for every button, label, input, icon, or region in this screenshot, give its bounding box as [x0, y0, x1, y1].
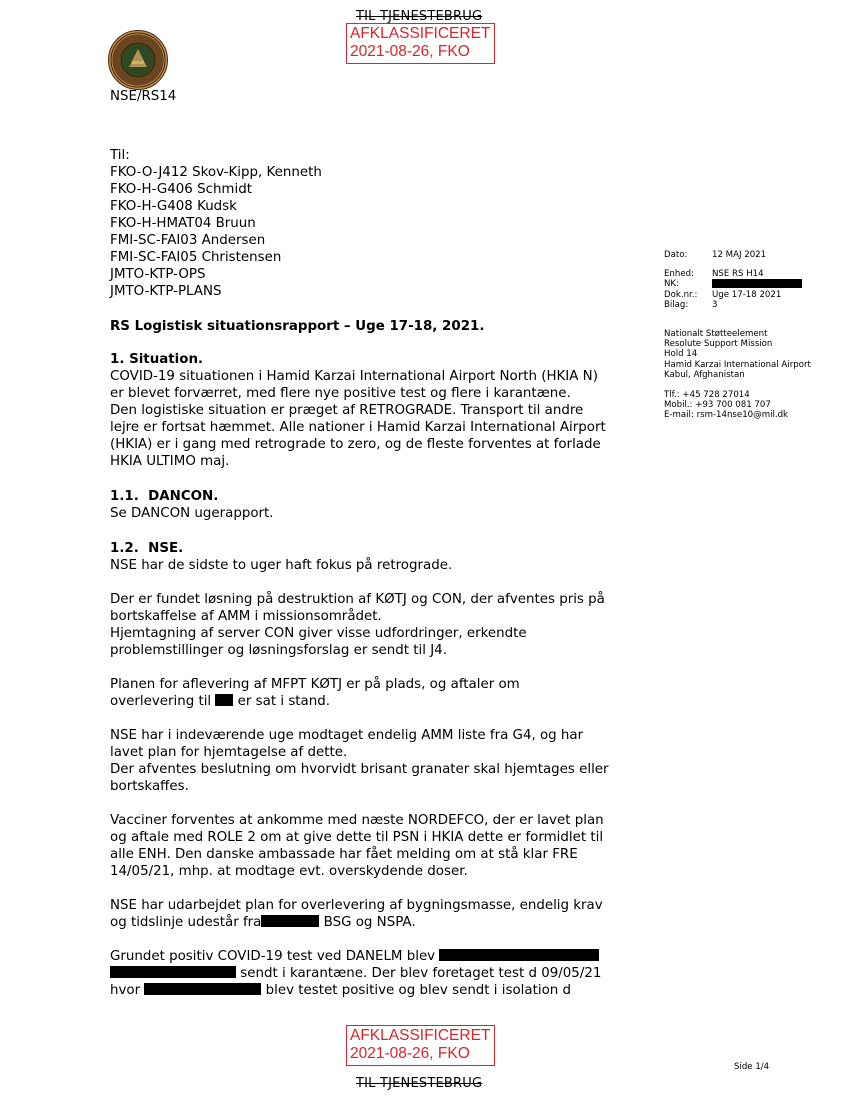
- recipient: FKO-H-G406 Schmidt: [110, 182, 252, 197]
- classification-top: TIL TJENESTEBRUG: [356, 9, 483, 24]
- address-line: Hold 14: [664, 349, 698, 360]
- address-line: Kabul, Afghanistan: [664, 369, 745, 380]
- attachments-value: 3: [712, 299, 718, 310]
- mobile: Mobil.: +93 700 081 707: [664, 400, 771, 411]
- section-heading: 1. Situation.: [110, 352, 204, 367]
- text-fragment: hvor: [110, 983, 145, 998]
- declassified-stamp-bottom: [346, 1025, 495, 1066]
- paragraph-line: Vacciner forventes at ankomme med næste NORDEFCO, der er lavet plan: [110, 813, 604, 828]
- paragraph-line: er blevet forværret, med flere nye positive test og flere i karantæne.: [110, 386, 571, 401]
- paragraph-line: [110, 965, 609, 982]
- recipient: FKO-H-G408 Kudsk: [110, 199, 237, 214]
- address-line: Hamid Karzai International Airport: [664, 359, 811, 370]
- docnr-value: Uge 17-18 2021: [712, 289, 782, 300]
- paragraph-line: Der er fundet løsning på destruktion af KØTJ og CON, der afventes pris på: [110, 592, 605, 607]
- paragraph-line: alle ENH. Den danske ambassade har fået melding om at stå klar FRE: [110, 847, 578, 862]
- nk-label: NK:: [664, 279, 679, 290]
- section-dancon: [110, 488, 274, 522]
- recipient: JMTO-KTP-OPS: [110, 267, 206, 282]
- text-fragment: BSG og NSPA.: [319, 915, 416, 930]
- section-situation: [110, 351, 606, 470]
- report-title: RS Logistisk situationsrapport – Uge 17-18, 2021.: [110, 319, 485, 334]
- paragraph-line: Se DANCON ugerapport.: [110, 506, 274, 521]
- paragraph-line: [110, 948, 609, 965]
- paragraph-line: bortskaffelse af AMM i missionsområdet.: [110, 609, 382, 624]
- text-fragment: sendt i karantæne. Der blev foretaget test d 09/05/21: [236, 966, 602, 981]
- paragraph-line: Hjemtagning af server CON giver visse udfordringer, erkendte: [110, 626, 527, 641]
- section-nse: [110, 540, 609, 999]
- paragraph-line: lavet plan for hjemtagelse af dette.: [110, 745, 348, 760]
- paragraph-line: 14/05/21, mhp. at modtage evt. overskydende doser.: [110, 864, 468, 879]
- recipient: FKO-O-J412 Skov-Kipp, Kenneth: [110, 165, 322, 180]
- address-line: Resolute Support Mission: [664, 339, 773, 350]
- phone: Tlf.: +45 728 27014: [664, 390, 750, 401]
- stamp-date: 2021-08-26, FKO: [350, 1045, 470, 1062]
- document-metadata: [664, 250, 811, 421]
- redaction-bar: [144, 983, 261, 995]
- date-value: 12 MAJ 2021: [712, 250, 767, 260]
- recipient: FMI-SC-FAI03 Andersen: [110, 233, 266, 248]
- paragraph-line: COVID-19 situationen i Hamid Karzai International Airport North (HKIA N): [110, 369, 598, 384]
- stamp-line: AFKLASSIFICERET: [350, 25, 491, 42]
- redaction-bar: [261, 915, 319, 927]
- paragraph-line: NSE har i indeværende uge modtaget endelig AMM liste fra G4, og har: [110, 728, 584, 743]
- paragraph-line: problemstillinger og løsningsforslag er sendt til J4.: [110, 643, 447, 658]
- unit-label: Enhed:: [664, 269, 694, 280]
- paragraph-line: NSE har udarbejdet plan for overlevering af bygningsmasse, endelig krav: [110, 898, 603, 913]
- paragraph-line: [110, 982, 609, 999]
- paragraph-line: (HKIA) er i gang med retrograde to zero, og de fleste forventes at forlade: [110, 437, 601, 452]
- declassified-stamp-top: [346, 23, 495, 64]
- redaction-bar: [712, 279, 802, 288]
- text-fragment: overlevering til: [110, 694, 216, 709]
- address-line: Nationalt Støtteelement: [664, 329, 768, 340]
- text-fragment: Grundet positiv COVID-19 test ved DANELM blev: [110, 949, 440, 964]
- email: E-mail: rsm-14nse10@mil.dk: [664, 410, 789, 421]
- paragraph-line: NSE har de sidste to uger haft fokus på retrograde.: [110, 558, 453, 573]
- paragraph-line: bortskaffes.: [110, 779, 189, 794]
- text-fragment: blev testet positive og blev sendt i isolation d: [261, 983, 572, 998]
- paragraph-line: HKIA ULTIMO maj.: [110, 454, 230, 469]
- unit-value: NSE RS H14: [712, 269, 764, 280]
- page-number: Side 1/4: [734, 1062, 770, 1072]
- paragraph-line: Planen for aflevering af MFPT KØTJ er på plads, og aftaler om: [110, 677, 520, 692]
- text-fragment: og tidslinje udestår fra: [110, 915, 262, 930]
- redaction-bar: [439, 949, 599, 961]
- text-fragment: er sat i stand.: [233, 694, 331, 709]
- sender-code: NSE/RS14: [110, 89, 177, 104]
- recipient: JMTO-KTP-PLANS: [110, 284, 222, 299]
- recipient: FMI-SC-FAI05 Christensen: [110, 250, 282, 265]
- redaction-bar: [110, 966, 236, 978]
- docnr-label: Dok.nr.:: [664, 289, 698, 300]
- paragraph-line: [110, 914, 609, 931]
- paragraph-line: lejre er fortsat hæmmet. Alle nationer i Hamid Karzai International Airport: [110, 420, 606, 435]
- nse-emblem-logo: [108, 30, 168, 90]
- paragraph-line: Den logistiske situation er præget af RETROGRADE. Transport til andre: [110, 403, 584, 418]
- paragraph-line: [110, 693, 609, 710]
- attachments-label: Bilag:: [664, 299, 689, 310]
- paragraph-line: og aftale med ROLE 2 om at give dette til PSN i HKIA dette er formidlet til: [110, 830, 604, 845]
- section-heading: 1.2. NSE.: [110, 541, 184, 556]
- recipients-block: [110, 147, 322, 300]
- classification-bottom: TIL TJENESTEBRUG: [356, 1076, 483, 1091]
- stamp-date: 2021-08-26, FKO: [350, 43, 470, 60]
- date-label: Dato:: [664, 250, 688, 260]
- section-heading: 1.1. DANCON.: [110, 489, 219, 504]
- to-label: Til:: [110, 148, 130, 163]
- recipient: FKO-H-HMAT04 Bruun: [110, 216, 256, 231]
- redaction-bar: [215, 694, 233, 706]
- paragraph-line: Der afventes beslutning om hvorvidt brisant granater skal hjemtages eller: [110, 762, 609, 777]
- stamp-line: AFKLASSIFICERET: [350, 1027, 491, 1044]
